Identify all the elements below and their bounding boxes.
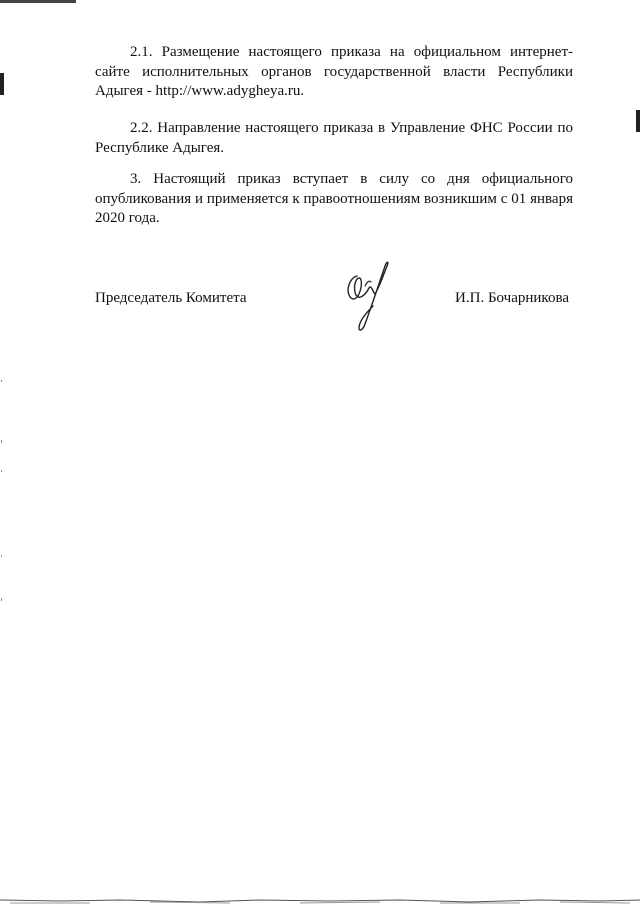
- handwritten-signature: [335, 258, 395, 338]
- paragraph-2-1: 2.1. Размещение настоящего приказа на официальном интернет-сайте исполнительных органов государственной власти Республики Адыгея - http://www.adygheya.ru.: [95, 44, 573, 99]
- scan-dot: [1, 598, 2, 601]
- scan-dot: [1, 555, 2, 557]
- scan-dot: [1, 440, 2, 443]
- paragraph-3: 3. Настоящий приказ вступает в силу со дня официального опубликования и применяется к правоотношениям возникшим с 01 января 2020 года.: [95, 171, 573, 226]
- scan-edge-mark: [0, 73, 4, 95]
- scan-edge-mark: [0, 0, 76, 3]
- scan-dot: [1, 380, 2, 382]
- scan-edge-mark: [636, 110, 640, 132]
- scan-dot: [1, 470, 2, 472]
- position-title: Председатель Комитета: [95, 290, 247, 306]
- paragraph-2-2: 2.2. Направление настоящего приказа в Управление ФНС России по Республике Адыгея.: [95, 120, 573, 156]
- signer-name: И.П. Бочарникова: [455, 290, 569, 306]
- scan-bottom-edge: [0, 896, 640, 905]
- signature-block: [95, 290, 573, 310]
